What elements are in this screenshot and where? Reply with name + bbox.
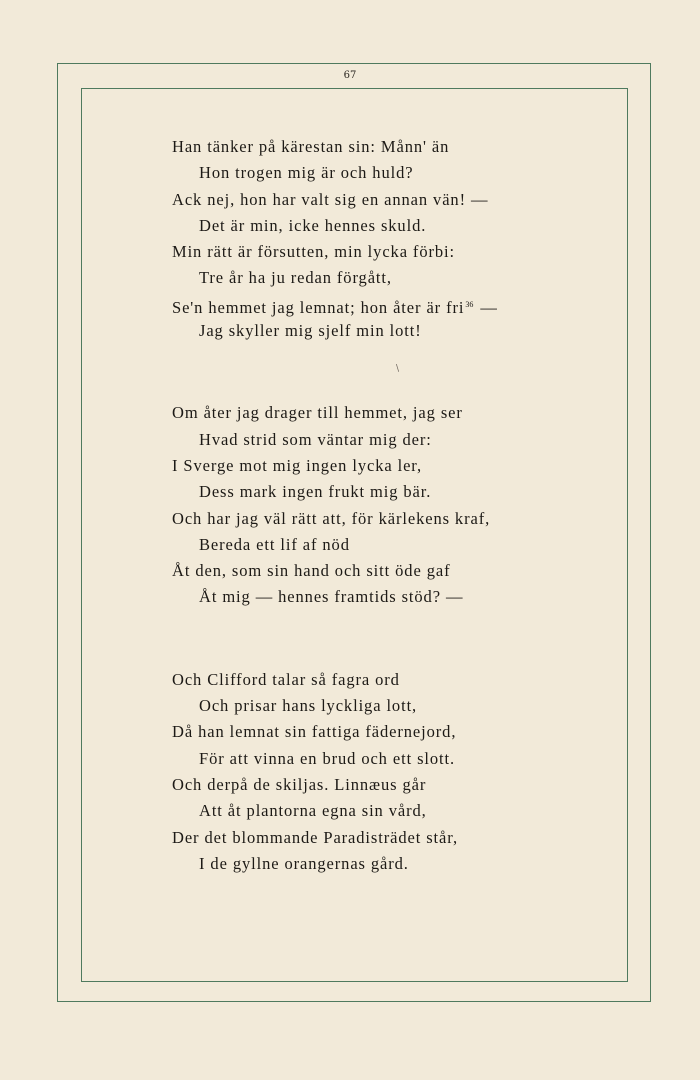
poem-line-text: Och har jag väl rätt att, för kärlekens kraf,	[172, 508, 491, 528]
poem-line	[172, 532, 552, 558]
poem-line-text: Bereda ett lif af nöd	[199, 534, 350, 554]
poem-line-text: I de gyllne orangernas gård.	[199, 853, 409, 873]
poem-line	[172, 400, 552, 426]
poem-line-text: Hon trogen mig är och huld?	[199, 163, 414, 183]
poem-body	[172, 134, 552, 877]
poem-line-text: Se'n hemmet jag lemnat; hon åter är fri	[172, 297, 465, 317]
poem-line	[172, 667, 552, 693]
poem-line	[172, 746, 552, 772]
poem-line	[172, 134, 552, 160]
poem-line-text: Tre år ha ju redan förgått,	[199, 268, 392, 288]
poem-line-text: Min rätt är försutten, min lycka förbi:	[172, 242, 455, 262]
page-number: 67	[343, 70, 357, 81]
poem-line	[172, 798, 552, 824]
poem-line-text: Att åt plantorna egna sin vård,	[199, 801, 427, 821]
stanza	[172, 667, 552, 877]
poem-line	[172, 825, 552, 851]
poem-line	[172, 719, 552, 745]
stray-mark: \	[396, 364, 400, 374]
poem-line-text: Om åter jag drager till hemmet, jag ser	[172, 403, 463, 423]
poem-line-text: För att vinna en brud och ett slott.	[199, 748, 456, 768]
poem-line	[172, 558, 552, 584]
poem-line-text: Då han lemnat sin fattiga fädernejord,	[172, 722, 457, 742]
poem-line	[172, 239, 552, 265]
poem-line	[172, 160, 552, 186]
poem-line-dash: —	[475, 297, 498, 317]
poem-line-text: Åt mig — hennes framtids stöd? —	[199, 587, 464, 607]
footnote-marker: 36	[465, 299, 474, 309]
poem-line-text: Och derpå de skiljas. Linnæus går	[172, 774, 427, 794]
stanza	[172, 400, 552, 610]
poem-line	[172, 479, 552, 505]
poem-line	[172, 213, 552, 239]
poem-line-text: Och prisar hans lyckliga lott,	[199, 696, 418, 716]
poem-line-text: Han tänker på kärestan sin: Månn' än	[172, 137, 450, 156]
poem-line-text: I Sverge mot mig ingen lycka ler,	[172, 455, 423, 475]
poem-line	[172, 265, 552, 291]
poem-line	[172, 772, 552, 798]
poem-line-text: Der det blommande Paradisträdet står,	[172, 827, 459, 847]
poem-line-text: Dess mark ingen frukt mig bär.	[199, 482, 432, 502]
poem-line	[172, 318, 552, 344]
poem-line-text: Det är min, icke hennes skuld.	[199, 215, 427, 235]
poem-line	[172, 851, 552, 877]
poem-line-text: Ack nej, hon har valt sig en annan vän! —	[172, 189, 489, 209]
stanza	[172, 134, 552, 344]
poem-line	[172, 292, 552, 318]
poem-line-text: Åt den, som sin hand och sitt öde gaf	[172, 561, 451, 581]
poem-line	[172, 693, 552, 719]
poem-line	[172, 427, 552, 453]
poem-line-text: Hvad strid som väntar mig der:	[199, 429, 432, 449]
poem-line	[172, 506, 552, 532]
poem-line	[172, 453, 552, 479]
poem-line-text: Jag skyller mig sjelf min lott!	[199, 321, 422, 341]
poem-line-text: Och Clifford talar så fagra ord	[172, 669, 400, 689]
poem-line	[172, 187, 552, 213]
poem-line	[172, 584, 552, 610]
